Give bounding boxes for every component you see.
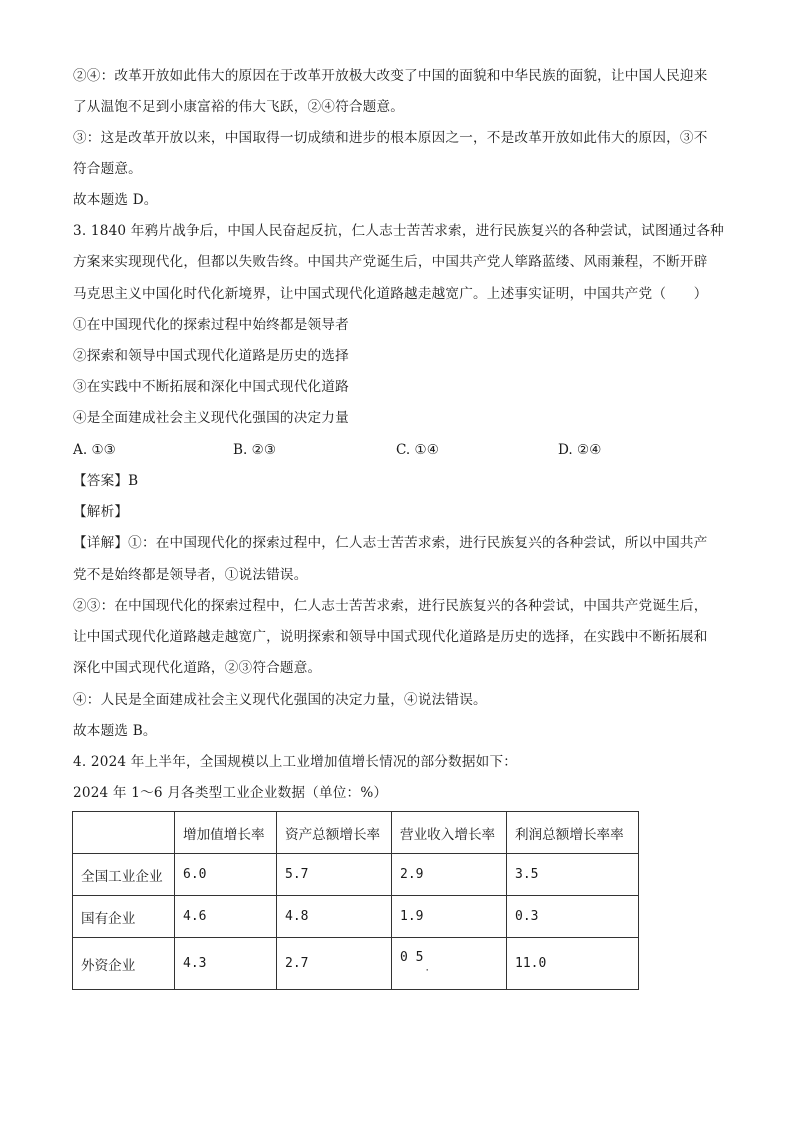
text-line: ③：这是改革开放以来，中国取得一切成绩和进步的根本原因之一，不是改革开放如此伟大的原因，③不 bbox=[73, 130, 708, 146]
explanation-line: 【详解】①：在中国现代化的探索过程中，仁人志士苦苦求索，进行民族复兴的各种尝试，所以中国共产 bbox=[73, 535, 708, 551]
option-d: D. ②④ bbox=[558, 442, 602, 458]
table-cell: 1.9 bbox=[392, 896, 507, 938]
statement-4: ④是全面建成社会主义现代化强国的决定力量 bbox=[73, 410, 349, 426]
table-row bbox=[73, 854, 639, 896]
table-cell: 4.8 bbox=[277, 896, 392, 938]
question-3-stem: 方案来实现现代化，但都以失败告终。中国共产党诞生后，中国共产党人筚路蓝缕、风雨兼程，不断开辟 bbox=[73, 254, 708, 270]
table-cell: 6.0 bbox=[175, 854, 277, 896]
explanation-line: 让中国式现代化道路越走越宽广，说明探索和领导中国式现代化道路是历史的选择，在实践中不断拓展和 bbox=[73, 629, 708, 645]
text-line: 了从温饱不足到小康富裕的伟大飞跃，②④符合题意。 bbox=[73, 99, 405, 115]
text-line: 故本题选 D。 bbox=[73, 192, 158, 208]
statement-3: ③在实践中不断拓展和深化中国式现代化道路 bbox=[73, 379, 349, 395]
text-line: 符合题意。 bbox=[73, 161, 142, 177]
table-cell bbox=[392, 938, 507, 990]
statement-1: ①在中国现代化的探索过程中始终都是领导者 bbox=[73, 317, 349, 333]
table-header-cell: 利润总额增长率率 bbox=[507, 812, 639, 854]
table-row bbox=[73, 938, 639, 990]
text-line: ②④：改革开放如此伟大的原因在于改革开放极大改变了中国的面貌和中华民族的面貌，让中国人民迎来 bbox=[73, 68, 708, 84]
question-3-stem: 3. 1840 年鸦片战争后，中国人民奋起反抗，仁人志士苦苦求索，进行民族复兴的各种尝试，试图通过各种 bbox=[73, 223, 724, 239]
split-value-dot: · bbox=[424, 966, 430, 976]
option-b: B. ②③ bbox=[233, 442, 277, 458]
table-cell: 4.6 bbox=[175, 896, 277, 938]
explanation-line: 党不是始终都是领导者，①说法错误。 bbox=[73, 567, 308, 583]
option-a: A. ①③ bbox=[73, 442, 116, 458]
table-header-cell bbox=[73, 812, 175, 854]
industry-data-table bbox=[72, 811, 639, 990]
table-header-cell: 营业收入增长率 bbox=[392, 812, 507, 854]
table-header-cell: 资产总额增长率 bbox=[277, 812, 392, 854]
table-cell: 0.3 bbox=[507, 896, 639, 938]
row-label: 外资企业 bbox=[73, 938, 175, 990]
table-caption: 2024 年 1～6 月各类型工业企业数据（单位：%） bbox=[73, 785, 388, 801]
question-3-stem: 马克思主义中国化时代化新境界，让中国式现代化道路越走越宽广。上述事实证明，中国共产党（ ） bbox=[73, 286, 708, 302]
table-header-row bbox=[73, 812, 639, 854]
table-cell: 4.3 bbox=[175, 938, 277, 990]
table-row bbox=[73, 896, 639, 938]
table-header-cell: 增加值增长率 bbox=[175, 812, 277, 854]
table-cell: 11.0 bbox=[507, 938, 639, 990]
explanation-line: ②③：在中国现代化的探索过程中，仁人志士苦苦求索，进行民族复兴的各种尝试，中国共产党诞生后， bbox=[73, 598, 708, 614]
option-c: C. ①④ bbox=[396, 442, 439, 458]
explanation-line: 故本题选 B。 bbox=[73, 723, 157, 739]
table-cell: 2.7 bbox=[277, 938, 392, 990]
row-label: 全国工业企业 bbox=[73, 854, 175, 896]
table-cell: 3.5 bbox=[507, 854, 639, 896]
split-value-part: 0 5 bbox=[400, 950, 424, 965]
explanation-line: ④：人民是全面建成社会主义现代化强国的决定力量，④说法错误。 bbox=[73, 692, 487, 708]
explanation-line: 深化中国式现代化道路，②③符合题意。 bbox=[73, 660, 322, 676]
row-label: 国有企业 bbox=[73, 896, 175, 938]
answer-label: 【答案】B bbox=[73, 473, 139, 489]
question-4-stem: 4. 2024 年上半年，全国规模以上工业增加值增长情况的部分数据如下： bbox=[73, 754, 518, 770]
statement-2: ②探索和领导中国式现代化道路是历史的选择 bbox=[73, 348, 349, 364]
analysis-label: 【解析】 bbox=[73, 504, 129, 520]
table-cell: 5.7 bbox=[277, 854, 392, 896]
table-cell: 2.9 bbox=[392, 854, 507, 896]
